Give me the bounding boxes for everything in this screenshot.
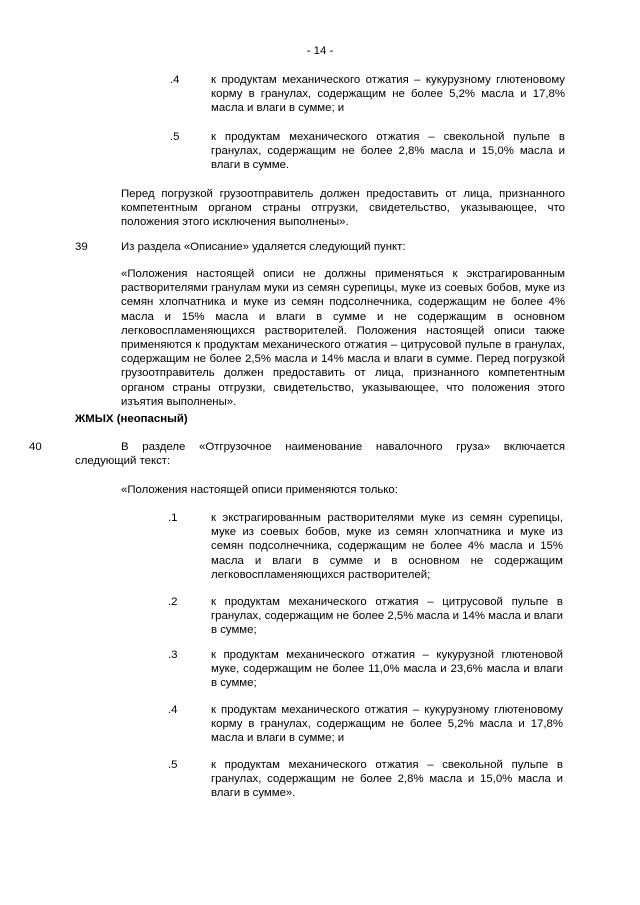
item-number: .4 [168, 704, 178, 716]
list-item [170, 73, 565, 116]
item-text: к продуктам механического отжатия – кукурузному глютеновому корму в гранулах, содержащим не более 5,2% масла и 17,8% масла и влаги в сумме; и [211, 74, 565, 115]
clause-40-text [29, 440, 565, 468]
clause-40-body: В разделе «Отгрузочное наименование навалочного груза» включается следующий текст: [75, 441, 565, 468]
item-text: к продуктам механического отжатия – свекольной пульпе в гранулах, содержащим не более 2,8% масла и 15,0% масла и влаги в сумме. [211, 131, 565, 172]
page-number: - 14 - [306, 45, 334, 57]
shipper-paragraph: Перед погрузкой грузоотправитель должен предоставить от лица, признанного компетентным органом страны отгрузки, свидетельство, указывающее, что положения этого исключения выполнены». [121, 188, 565, 229]
item-number: .2 [168, 596, 178, 608]
clause-number-40: 40 [29, 441, 42, 453]
clause-number-39: 39 [75, 241, 88, 253]
item-number: .5 [170, 131, 180, 143]
item-number: .3 [168, 649, 178, 661]
item-text: к продуктам механического отжатия – кукурузной глютеновой муке, содержащим не более 11,0% масла и 23,6% масла и влаги в сумме; [211, 649, 563, 690]
list-item [168, 703, 563, 746]
item-number: .5 [168, 759, 178, 771]
list-item [170, 130, 565, 173]
list-item [168, 595, 563, 638]
clause-40-intro: «Положения настоящей описи применяются только: [121, 484, 398, 496]
item-text: к продуктам механического отжатия – цитрусовой пульпе в гранулах, содержащим не более 2,5% масла и 14% масла и влаги в сумме; [211, 596, 563, 637]
section-heading: ЖМЫХ (неопасный) [75, 413, 188, 425]
item-number: .4 [170, 74, 180, 86]
clause-39-quote: «Положения настоящей описи не должны применяться к экстрагированным растворителями гранулам муки из семян сурепицы, муке из соевых бобов, муке из семян хлопчатника и муке из семян подсолнечника, содержащим не более 4% масла и 15% масла и влаги в сумме и не содержащим в основном легковоспламеняющихся растворителей. Положения настоящей описи также применяются к продуктам механического отжатия – цитрусовой пульпе в гранулах, содержащим не более 2,5% масла и 14% масла и влаги в сумме. Перед погрузкой грузоотправитель должен предоставить от лица, признанного компетентным органом страны отгрузки, свидетельство, указывающее, что положения этого изъятия выполнены». [121, 268, 565, 408]
clause-39-text: Из раздела «Описание» удаляется следующий пункт: [121, 241, 406, 253]
list-item [168, 511, 563, 582]
item-number: .1 [168, 512, 178, 524]
list-item [168, 648, 563, 691]
item-text: к экстрагированным растворителями муке из семян сурепицы, муке из соевых бобов, муке из семян хлопчатника и муке из семян подсолнечника, содержащим не более 4% масла и 15% масла и влаги в сумме и в основном не содержащим легковоспламеняющихся растворителей; [211, 512, 563, 581]
list-item [168, 758, 563, 801]
item-text: к продуктам механического отжатия – кукурузному глютеновому корму в гранулах, содержащим не более 5,2% масла и 17,8% масла и влаги в сумме; и [211, 704, 563, 745]
item-text: к продуктам механического отжатия – свекольной пульпе в гранулах, содержащим не более 2,8% масла и 15,0% масла и влаги в сумме». [211, 759, 563, 800]
